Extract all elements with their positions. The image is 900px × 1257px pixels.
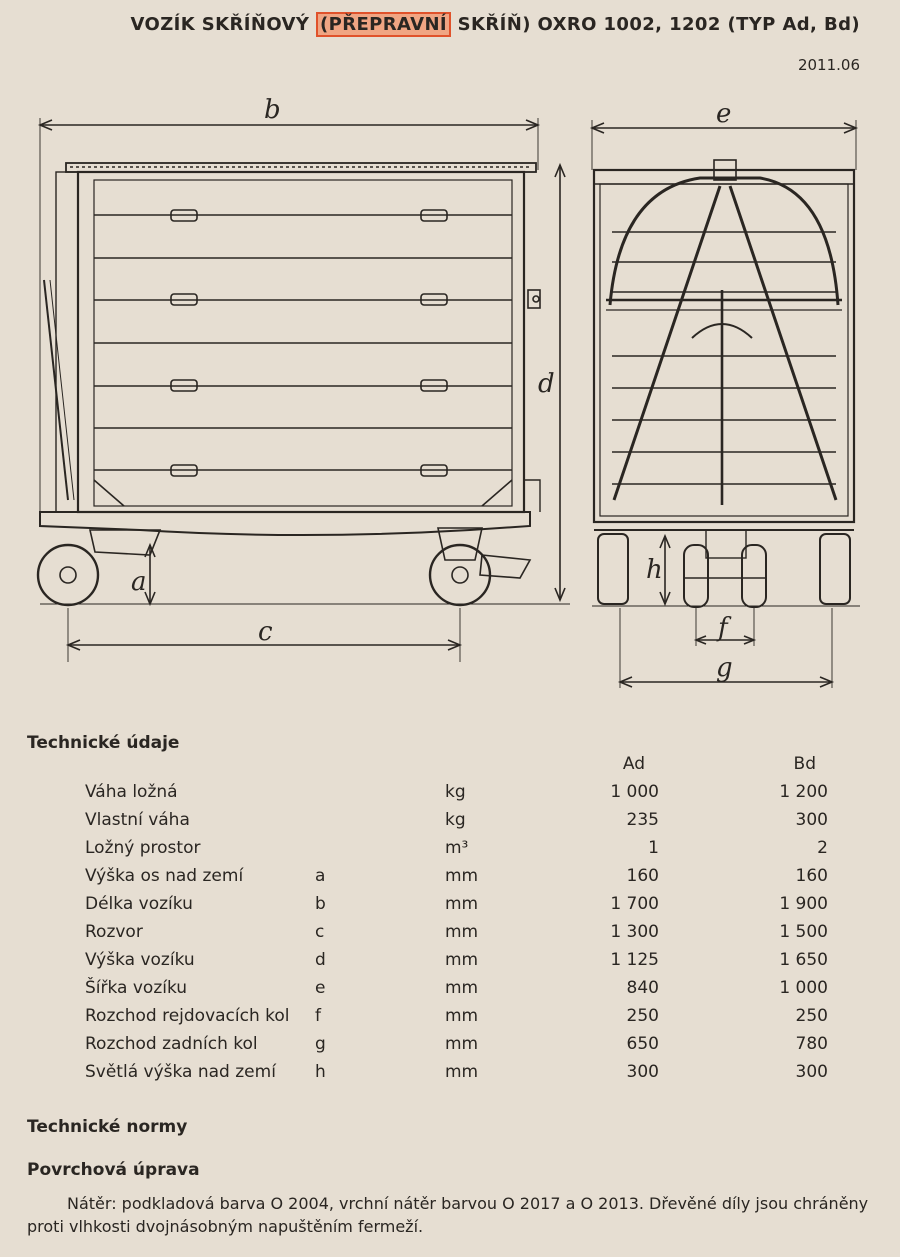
row-unit: mm — [445, 1034, 479, 1054]
row-unit: kg — [445, 782, 466, 802]
row-name: Ložný prostor — [85, 838, 201, 858]
row-value-bd: 250 — [795, 1006, 828, 1026]
surface-title: Povrchová úprava — [27, 1160, 200, 1180]
row-value-bd: 1 900 — [779, 894, 828, 914]
row-name: Světlá výška nad zemí — [85, 1062, 276, 1082]
table-row — [85, 834, 828, 862]
row-value-ad: 840 — [626, 978, 659, 998]
norms-title: Technické normy — [27, 1117, 188, 1137]
row-symbol — [315, 834, 445, 862]
table-row — [85, 918, 828, 946]
row-symbol: g — [315, 1034, 326, 1054]
row-unit: mm — [445, 1006, 479, 1026]
title-highlight: (PŘEPRAVNÍ — [316, 12, 451, 37]
row-value-bd: 300 — [795, 810, 828, 830]
table-row — [85, 1030, 828, 1058]
row-symbol: a — [315, 866, 326, 886]
document-code: 2011.06 — [797, 56, 860, 74]
row-value-bd: 1 000 — [779, 978, 828, 998]
document-title — [0, 14, 860, 35]
row-value-ad: 1 300 — [610, 922, 659, 942]
row-symbol: b — [315, 894, 326, 914]
dimension-label-f: f — [718, 613, 728, 643]
row-symbol: h — [315, 1062, 326, 1082]
row-name: Šířka vozíku — [85, 978, 188, 998]
row-name: Vlastní váha — [85, 810, 190, 830]
dimension-label-b: b — [264, 95, 281, 125]
row-value-ad: 235 — [626, 810, 659, 830]
surface-text: Nátěr: podkladová barva O 2004, vrchní nátěr barvou O 2017 a O 2013. Dřevěné díly jsou chráněny proti vlhkosti dvojnásobným napuštěním fermeží. — [27, 1194, 869, 1236]
table-row — [85, 974, 828, 1002]
dimension-label-a: a — [131, 567, 147, 597]
row-value-ad: 1 — [648, 838, 659, 858]
row-value-ad: 250 — [626, 1006, 659, 1026]
row-symbol — [315, 778, 445, 806]
row-name: Rozvor — [85, 922, 143, 942]
table-row — [85, 778, 828, 806]
row-value-ad: 1 000 — [610, 782, 659, 802]
row-name: Výška os nad zemí — [85, 866, 244, 886]
row-name: Výška vozíku — [85, 950, 195, 970]
dimension-label-d: d — [538, 369, 555, 399]
table-row — [85, 946, 828, 974]
row-value-ad: 650 — [626, 1034, 659, 1054]
row-unit: mm — [445, 922, 479, 942]
row-name: Rozchod zadních kol — [85, 1034, 258, 1054]
specs-title: Technické údaje — [27, 733, 180, 753]
row-value-bd: 1 650 — [779, 950, 828, 970]
title-part-2: SKŘÍŇ) OXRO 1002, 1202 (TYP Ad, Bd) — [451, 14, 860, 35]
title-part-1: VOZÍK SKŘÍŇOVÝ — [130, 14, 316, 35]
row-name: Délka vozíku — [85, 894, 193, 914]
row-value-bd: 160 — [795, 866, 828, 886]
table-row — [85, 862, 828, 890]
table-row — [85, 806, 828, 834]
row-value-bd: 1 500 — [779, 922, 828, 942]
row-name: Rozchod rejdovacích kol — [85, 1006, 290, 1026]
specs-table — [85, 750, 828, 1086]
row-symbol: f — [315, 1006, 321, 1026]
row-value-ad: 1 700 — [610, 894, 659, 914]
dimension-label-c: c — [258, 617, 273, 647]
row-value-ad: 160 — [626, 866, 659, 886]
technical-drawing — [0, 90, 900, 700]
row-symbol: c — [315, 922, 325, 942]
row-value-ad: 1 125 — [610, 950, 659, 970]
table-row — [85, 890, 828, 918]
row-unit: kg — [445, 810, 466, 830]
row-value-bd: 780 — [795, 1034, 828, 1054]
table-row — [85, 1058, 828, 1086]
row-unit: mm — [445, 866, 479, 886]
row-symbol — [315, 806, 445, 834]
row-symbol: d — [315, 950, 326, 970]
specs-header-row — [85, 750, 828, 778]
row-unit: mm — [445, 1062, 479, 1082]
row-unit: mm — [445, 950, 479, 970]
row-unit: mm — [445, 978, 479, 998]
row-unit: mm — [445, 894, 479, 914]
row-symbol: e — [315, 978, 326, 998]
row-name: Váha ložná — [85, 782, 178, 802]
table-row — [85, 1002, 828, 1030]
dimension-label-h: h — [646, 555, 663, 585]
row-value-bd: 2 — [817, 838, 828, 858]
col-header-bd: Bd — [793, 754, 816, 774]
row-value-bd: 300 — [795, 1062, 828, 1082]
row-unit: m³ — [445, 838, 469, 858]
dimension-label-g: g — [716, 653, 733, 683]
dimension-label-e: e — [716, 99, 732, 129]
row-value-bd: 1 200 — [779, 782, 828, 802]
row-value-ad: 300 — [626, 1062, 659, 1082]
col-header-ad: Ad — [622, 754, 645, 774]
